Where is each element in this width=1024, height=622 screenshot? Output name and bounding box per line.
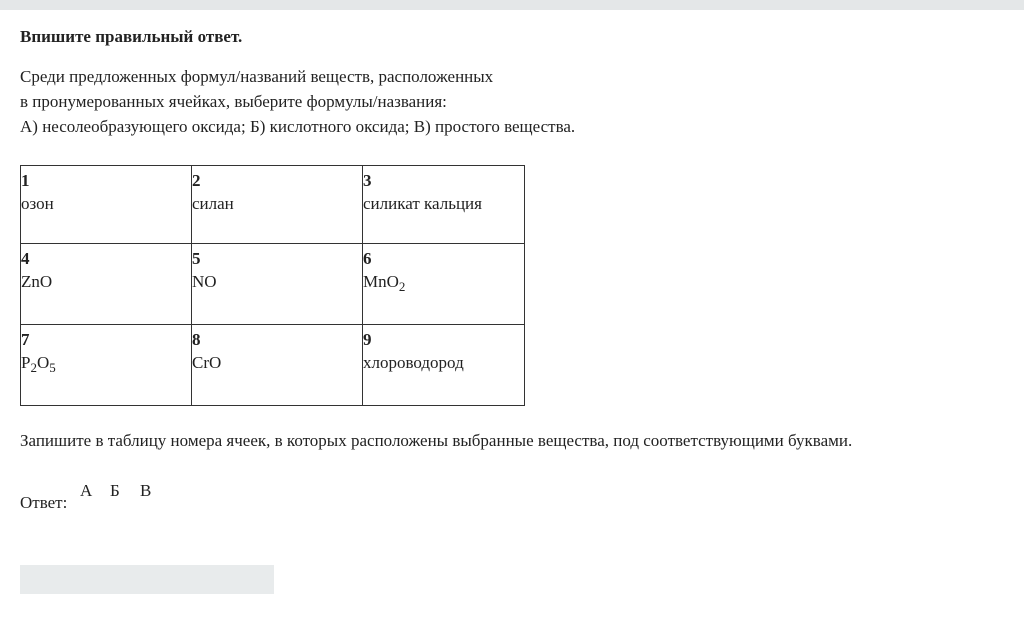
answer-column-v: В bbox=[140, 481, 152, 500]
answer-label: Ответ: bbox=[20, 493, 68, 512]
answer-column-b: Б bbox=[110, 481, 120, 500]
task-text-line-3: А) несолеобразующего оксида; Б) кислотного оксида; В) простого вещества. bbox=[20, 117, 576, 136]
cell-substance: хлороводород bbox=[363, 353, 464, 372]
cell-number: 9 bbox=[363, 330, 372, 349]
cell-substance: MnO$_2$ bbox=[363, 272, 406, 294]
cell-substance: озон bbox=[21, 194, 54, 213]
table-cell-5 bbox=[192, 244, 363, 325]
question-title: Впишите правильный ответ. bbox=[20, 27, 243, 46]
cell-number: 8 bbox=[192, 330, 201, 349]
table-cell-3 bbox=[363, 166, 525, 244]
cell-number: 6 bbox=[363, 249, 372, 268]
cell-number: 3 bbox=[363, 171, 372, 190]
cell-substance: силан bbox=[192, 194, 234, 213]
cell-substance: $P_2O_5$ bbox=[21, 353, 56, 375]
table-cell-2 bbox=[192, 166, 363, 244]
cell-substance: ZnO bbox=[21, 272, 53, 291]
cell-number: 1 bbox=[21, 171, 30, 190]
table-cell-7 bbox=[21, 325, 192, 406]
table-row bbox=[21, 166, 525, 244]
table-cell-1 bbox=[21, 166, 192, 244]
cell-number: 5 bbox=[192, 249, 201, 268]
table-row bbox=[21, 325, 525, 406]
cell-number: 2 bbox=[192, 171, 201, 190]
cell-substance: силикат кальция bbox=[363, 194, 482, 213]
answer-column-a: А bbox=[80, 481, 93, 500]
cell-substance: NO bbox=[192, 272, 217, 291]
cell-number: 4 bbox=[21, 249, 30, 268]
answer-input[interactable] bbox=[20, 565, 274, 594]
task-text-line-1: Среди предложенных формул/названий веществ, расположенных bbox=[20, 67, 494, 86]
table-cell-6 bbox=[363, 244, 525, 325]
table-row bbox=[21, 244, 525, 325]
cell-number: 7 bbox=[21, 330, 30, 349]
substances-table bbox=[20, 165, 525, 406]
table-cell-4 bbox=[21, 244, 192, 325]
table-cell-8 bbox=[192, 325, 363, 406]
top-bar bbox=[0, 0, 1024, 10]
task-text-line-2: в пронумерованных ячейках, выберите формулы/названия: bbox=[20, 92, 447, 111]
answer-instruction: Запишите в таблицу номера ячеек, в которых расположены выбранные вещества, под соответствующими буквами. bbox=[20, 431, 853, 450]
table-cell-9 bbox=[363, 325, 525, 406]
cell-substance: CrO bbox=[192, 353, 222, 372]
